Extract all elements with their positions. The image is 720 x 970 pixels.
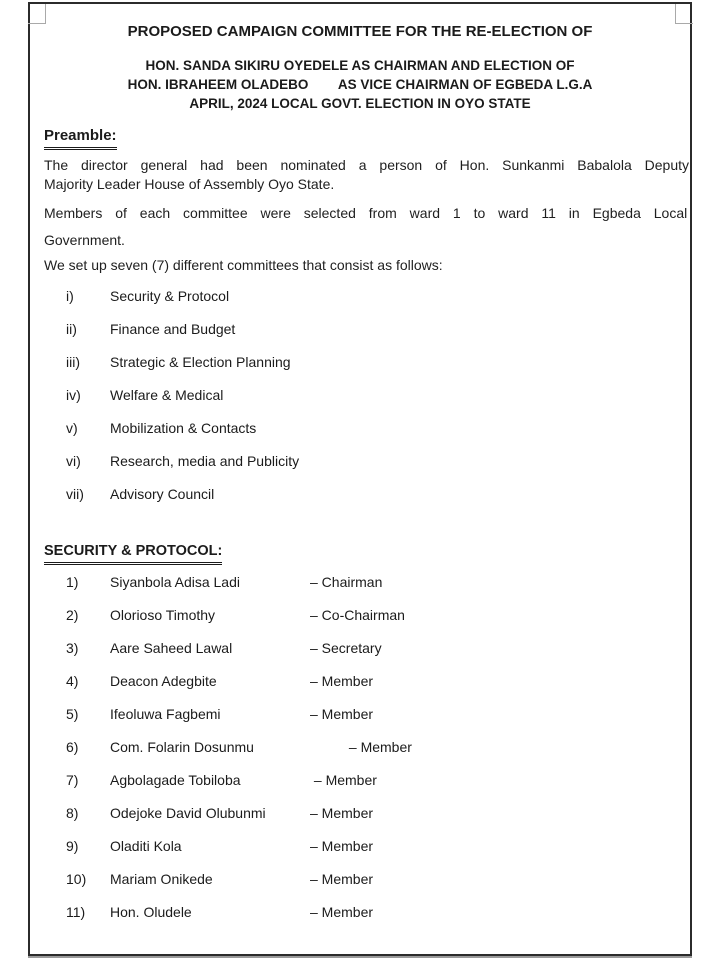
paragraph-line: Members of each committee were selected from ward 1 to ward 11 in Egbeda Local: [44, 205, 688, 221]
margin-crop-mark-top-right: [675, 4, 693, 24]
committee-numeral: i): [66, 288, 74, 304]
committee-item: [30, 478, 690, 511]
member-name: Odejoke David Olubunmi: [110, 805, 266, 821]
committee-list: [30, 280, 690, 511]
member-number: 4): [66, 673, 79, 689]
member-row: [30, 863, 690, 896]
member-name: Oladiti Kola: [110, 838, 182, 854]
member-number: 9): [66, 838, 79, 854]
member-name: Hon. Oludele: [110, 904, 192, 920]
subtitle-line: HON. IBRAHEEM OLADEBO AS VICE CHAIRMAN OF EGBEDA L.G.A: [127, 77, 593, 92]
member-row: [30, 731, 690, 764]
member-row: [30, 665, 690, 698]
member-number: 10): [66, 871, 87, 887]
member-row: [30, 830, 690, 863]
committee-numeral: vii): [66, 486, 84, 502]
security-protocol-heading: [44, 541, 222, 565]
paragraph-line: We set up seven (7) different committees that consist as follows:: [44, 257, 443, 273]
paragraph-line: Government.: [44, 232, 125, 248]
member-role: – Member: [310, 673, 374, 689]
preamble-paragraph-1: [44, 156, 690, 194]
member-number: 1): [66, 574, 79, 590]
member-number: 8): [66, 805, 79, 821]
member-number: 11): [66, 904, 86, 920]
member-name: Deacon Adegbite: [110, 673, 217, 689]
member-name: Com. Folarin Dosunmu: [110, 739, 254, 755]
committee-item: [30, 346, 690, 379]
member-row: [30, 599, 690, 632]
member-role: – Member: [310, 838, 374, 854]
subtitle-line: APRIL, 2024 LOCAL GOVT. ELECTION IN OYO STATE: [189, 96, 531, 111]
member-role: – Member: [310, 871, 374, 887]
document-subtitle: [30, 56, 690, 113]
preamble-paragraph-2-line-1: [44, 204, 688, 223]
member-name: Siyanbola Adisa Ladi: [110, 574, 240, 590]
committee-item: [30, 412, 690, 445]
member-role: – Member: [310, 772, 377, 788]
member-number: 5): [66, 706, 79, 722]
committee-numeral: vi): [66, 453, 81, 469]
committee-label: Mobilization & Contacts: [110, 420, 257, 436]
member-number: 7): [66, 772, 79, 788]
member-row: [30, 896, 690, 929]
member-name: Olorioso Timothy: [110, 607, 216, 623]
member-name: Agbolagade Tobiloba: [110, 772, 241, 788]
member-role: – Member: [310, 805, 374, 821]
committee-item: [30, 280, 690, 313]
member-role: – Member: [310, 739, 412, 755]
committee-item: [30, 445, 690, 478]
member-row: [30, 797, 690, 830]
committee-numeral: v): [66, 420, 78, 436]
committee-item: [30, 379, 690, 412]
preamble-paragraph-3: [44, 256, 678, 275]
member-name: Ifeoluwa Fagbemi: [110, 706, 221, 722]
member-role: – Secretary: [310, 640, 382, 656]
paragraph-line: Majority Leader House of Assembly Oyo State.: [44, 176, 335, 192]
member-role: – Co-Chairman: [310, 607, 405, 623]
member-name: Aare Saheed Lawal: [110, 640, 233, 656]
member-number: 6): [66, 739, 79, 755]
member-role: – Chairman: [310, 574, 383, 590]
committee-label: Research, media and Publicity: [110, 453, 300, 469]
member-number: 2): [66, 607, 79, 623]
member-role: – Member: [310, 706, 374, 722]
member-number: 3): [66, 640, 79, 656]
member-name: Mariam Onikede: [110, 871, 213, 887]
committee-label: Welfare & Medical: [110, 387, 224, 403]
member-role: – Member: [310, 904, 374, 920]
preamble-paragraph-2-line-2: [44, 231, 678, 250]
member-row: [30, 632, 690, 665]
committee-label: Strategic & Election Planning: [110, 354, 291, 370]
preamble-heading: [44, 126, 117, 150]
committee-numeral: ii): [66, 321, 77, 337]
committee-item: [30, 313, 690, 346]
committee-numeral: iv): [66, 387, 81, 403]
subtitle-line: HON. SANDA SIKIRU OYEDELE AS CHAIRMAN AND ELECTION OF: [145, 58, 575, 73]
member-row: [30, 698, 690, 731]
committee-numeral: iii): [66, 354, 80, 370]
margin-crop-mark-top-left: [28, 4, 46, 24]
security-protocol-heading-text: SECURITY & PROTOCOL:: [44, 541, 222, 565]
paragraph-line: The director general had been nominated a person of Hon. Sunkanmi Babalola Deputy: [44, 157, 690, 173]
member-row: [30, 566, 690, 599]
committee-label: Finance and Budget: [110, 321, 236, 337]
committee-label: Security & Protocol: [110, 288, 230, 304]
security-protocol-member-list: [30, 566, 690, 929]
member-row: [30, 764, 690, 797]
preamble-heading-text: Preamble:: [44, 126, 117, 150]
document-title: PROPOSED CAMPAIGN COMMITTEE FOR THE RE-ELECTION OF: [127, 23, 593, 40]
committee-label: Advisory Council: [110, 486, 215, 502]
document-page[interactable]: [28, 2, 692, 956]
